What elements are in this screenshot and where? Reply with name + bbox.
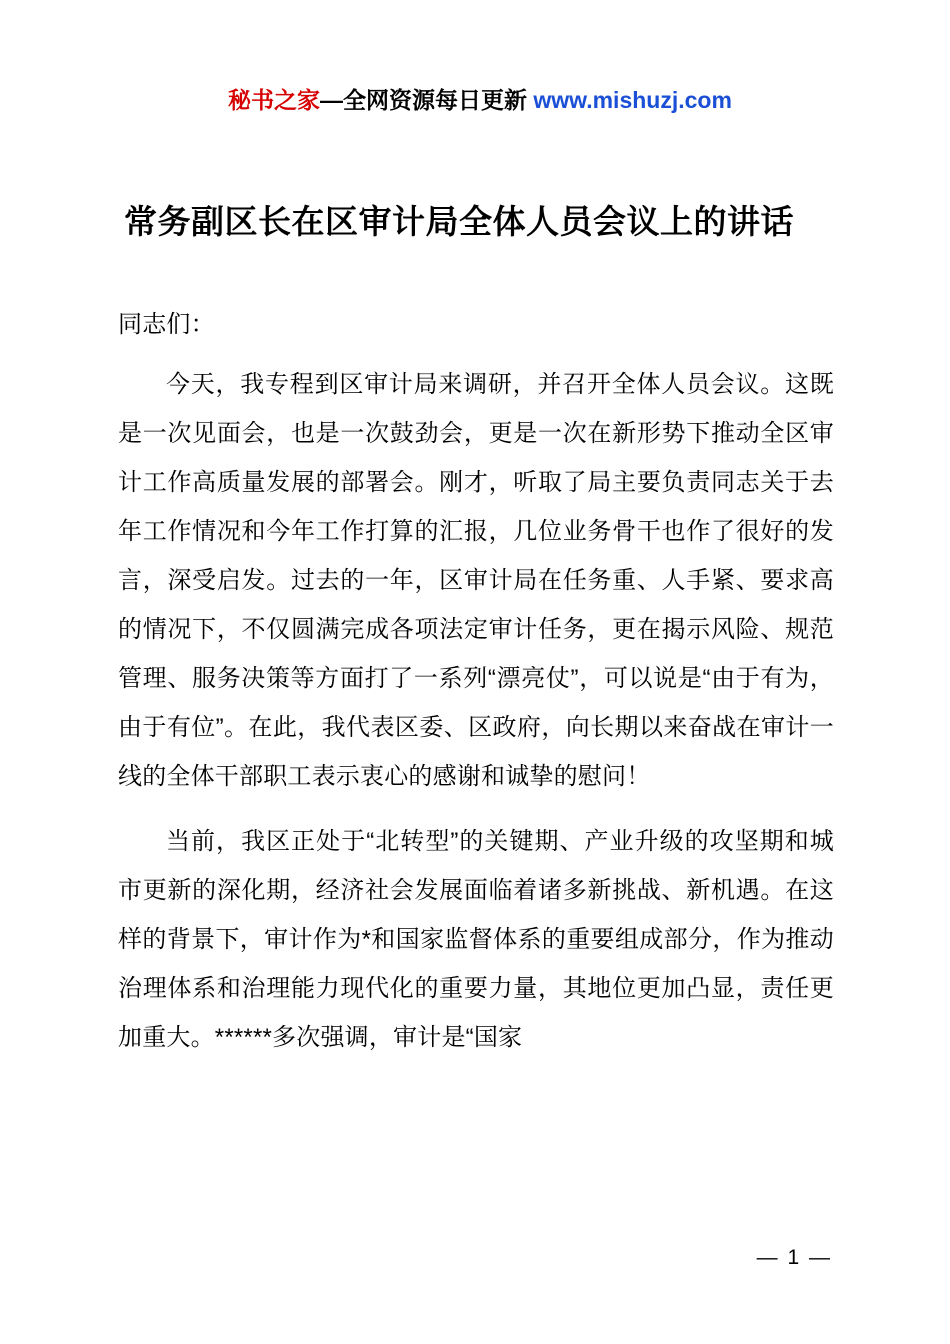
document-body	[118, 300, 834, 1078]
body-paragraph-1: 今天，我专程到区审计局来调研，并召开全体人员会议。这既是一次见面会，也是一次鼓劲会，更是一次在新形势下推动全区审计工作高质量发展的部署会。刚才，听取了局主要负责同志关于去年工作情况和今年工作打算的汇报，几位业务骨干也作了很好的发言，深受启发。过去的一年，区审计局在任务重、人手紧、要求高的情况下，不仅圆满完成各项法定审计任务，更在揭示风险、规范管理、服务决策等方面打了一系列“漂亮仗”，可以说是“由于有为，由于有位”。在此，我代表区委、区政府，向长期以来奋战在审计一线的全体干部职工表示衷心的感谢和诚挚的慰问！	[118, 371, 834, 790]
site-tagline-label: —全网资源每日更新	[320, 87, 534, 113]
site-watermark-banner	[228, 86, 732, 114]
page-number: — 1 —	[756, 1246, 832, 1269]
page-title: 常务副区长在区审计局全体人员会议上的讲话	[124, 203, 794, 241]
site-url-link[interactable]: www.mishuzj.com	[533, 87, 732, 113]
body-paragraph-2: 当前，我区正处于“北转型”的关键期、产业升级的攻坚期和城市更新的深化期，经济社会发展面临着诸多新挑战、新机遇。在这样的背景下，审计作为*和国家监督体系的重要组成部分，作为推动治理体系和治理能力现代化的重要力量，其地位更加凸显，责任更加重大。******多次强调，审计是“国家	[118, 828, 834, 1051]
site-brand-label: 秘书之家	[228, 87, 320, 113]
salutation: 同志们：	[118, 311, 215, 338]
